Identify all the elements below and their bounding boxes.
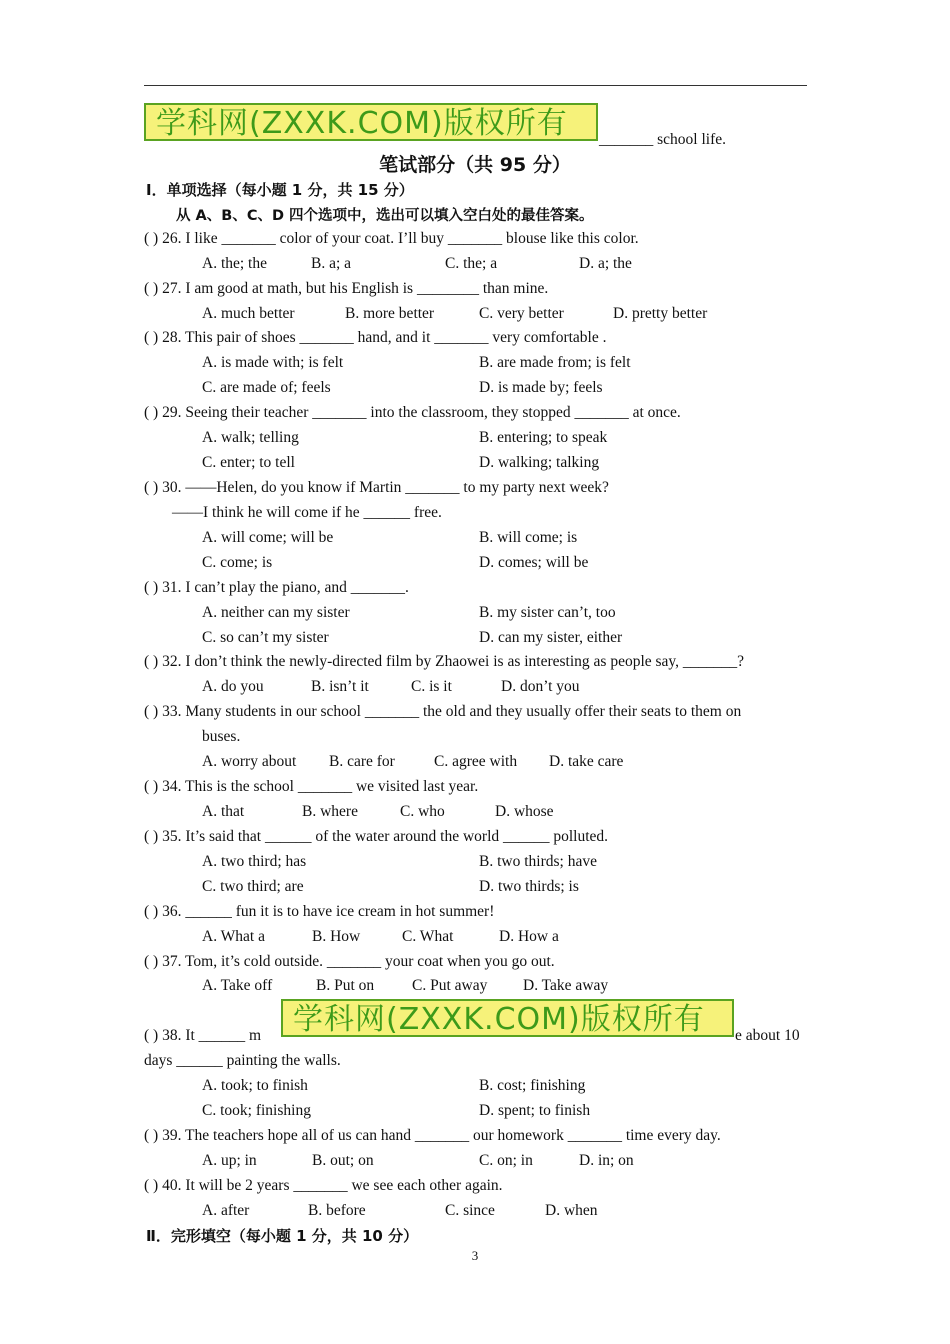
question-stem: ( ) 38. It ______ m	[144, 1027, 262, 1044]
question-stem-continued: buses.	[202, 728, 241, 745]
option: C. come; is	[202, 554, 273, 571]
option: A. is made with; is felt	[202, 354, 344, 371]
option: C. Put away	[412, 977, 488, 994]
option: A. walk; telling	[202, 429, 299, 446]
option: D. a; the	[579, 255, 632, 272]
option: A. two third; has	[202, 853, 307, 870]
option: C. on; in	[479, 1152, 533, 1169]
option: B. two thirds; have	[479, 853, 597, 870]
option: C. two third; are	[202, 878, 304, 895]
section1-heading: Ⅰ．单项选择（每小题 1 分，共 15 分）	[146, 181, 414, 199]
question-stem: ( ) 35. It’s said that ______ of the water around the world ______ polluted.	[144, 828, 609, 845]
option: C. since	[445, 1202, 495, 1219]
question-stem: ( ) 37. Tom, it’s cold outside. _______ your coat when you go out.	[144, 953, 555, 970]
option: A. worry about	[202, 753, 297, 770]
option: A. took; to finish	[202, 1077, 308, 1094]
option: C. the; a	[445, 255, 498, 272]
watermark-banner: 学科网(ZXXK.COM)版权所有	[281, 999, 734, 1037]
option: D. when	[545, 1202, 598, 1219]
question-stem: ( ) 29. Seeing their teacher _______ into the classroom, they stopped _______ at once.	[144, 404, 681, 421]
header-rule	[144, 85, 807, 86]
option: B. isn’t it	[311, 678, 369, 695]
option: D. two thirds; is	[479, 878, 579, 895]
option: D. Take away	[523, 977, 609, 994]
option: B. more better	[345, 305, 435, 322]
option: C. so can’t my sister	[202, 629, 329, 646]
option: B. care for	[329, 753, 395, 770]
question-stem: ( ) 31. I can’t play the piano, and _______.	[144, 579, 409, 596]
option: C. What	[402, 928, 454, 945]
question-stem: ( ) 40. It will be 2 years _______ we see each other again.	[144, 1177, 503, 1194]
question-stem: ( ) 39. The teachers hope all of us can hand _______ our homework _______ time every day.	[144, 1127, 721, 1144]
option: C. took; finishing	[202, 1102, 311, 1119]
option: D. is made by; feels	[479, 379, 603, 396]
option: B. my sister can’t, too	[479, 604, 616, 621]
question-stem: ( ) 27. I am good at math, but his English is ________ than mine.	[144, 280, 549, 297]
question-stem: ( ) 26. I like _______ color of your coat. I’ll buy _______ blouse like this color.	[144, 230, 639, 247]
option: D. whose	[495, 803, 554, 820]
option: B. are made from; is felt	[479, 354, 631, 371]
option: B. out; on	[312, 1152, 374, 1169]
option: C. is it	[411, 678, 452, 695]
option: B. How	[312, 928, 361, 945]
question-stem-continued: days ______ painting the walls.	[144, 1052, 341, 1069]
question-stem-tail: e about 10	[735, 1027, 800, 1044]
option: C. agree with	[434, 753, 518, 770]
watermark-banner: 学科网(ZXXK.COM)版权所有	[144, 103, 598, 141]
option: B. a; a	[311, 255, 352, 272]
option: C. enter; to tell	[202, 454, 295, 471]
question-stem: ( ) 34. This is the school _______ we visited last year.	[144, 778, 479, 795]
option: A. up; in	[202, 1152, 257, 1169]
option: D. in; on	[579, 1152, 634, 1169]
question-stem: ( ) 28. This pair of shoes _______ hand, and it _______ very comfortable .	[144, 329, 607, 346]
option: C. very better	[479, 305, 564, 322]
option: A. much better	[202, 305, 295, 322]
question-stem: ( ) 32. I don’t think the newly-directed film by Zhaowei is as interesting as people say, _______?	[144, 653, 745, 670]
option: A. the; the	[202, 255, 267, 272]
option: D. don’t you	[501, 678, 580, 695]
top-line-suffix: _______ school life.	[599, 131, 726, 148]
question-stem: ( ) 33. Many students in our school _______ the old and they usually offer their seats to them on	[144, 703, 742, 720]
option: B. entering; to speak	[479, 429, 608, 446]
option: C. are made of; feels	[202, 379, 331, 396]
option: A. What a	[202, 928, 265, 945]
option: D. walking; talking	[479, 454, 600, 471]
question-stem-continued: ——I think he will come if he ______ free.	[172, 504, 442, 521]
section1-instruction: 从 A、B、C、D 四个选项中，选出可以填入空白处的最佳答案。	[176, 208, 594, 224]
section2-heading: Ⅱ．完形填空（每小题 1 分，共 10 分）	[146, 1227, 419, 1245]
option: A. will come; will be	[202, 529, 334, 546]
option: B. where	[302, 803, 358, 820]
option: A. that	[202, 803, 245, 820]
option: A. after	[202, 1202, 250, 1219]
option: B. Put on	[316, 977, 375, 994]
option: B. cost; finishing	[479, 1077, 586, 1094]
option: D. comes; will be	[479, 554, 589, 571]
option: A. do you	[202, 678, 264, 695]
question-stem: ( ) 36. ______ fun it is to have ice cream in hot summer!	[144, 903, 495, 920]
page-number: 3	[471, 1248, 479, 1263]
option: B. will come; is	[479, 529, 578, 546]
option: D. take care	[549, 753, 624, 770]
option: D. How a	[499, 928, 559, 945]
option: D. can my sister, either	[479, 629, 623, 646]
option: A. Take off	[202, 977, 273, 994]
option: D. pretty better	[613, 305, 708, 322]
page-title: 笔试部分（共 95 分）	[379, 154, 571, 176]
question-stem: ( ) 30. ——Helen, do you know if Martin _______ to my party next week?	[144, 479, 609, 496]
option: B. before	[308, 1202, 366, 1219]
option: A. neither can my sister	[202, 604, 350, 621]
option: D. spent; to finish	[479, 1102, 591, 1119]
option: C. who	[400, 803, 445, 820]
